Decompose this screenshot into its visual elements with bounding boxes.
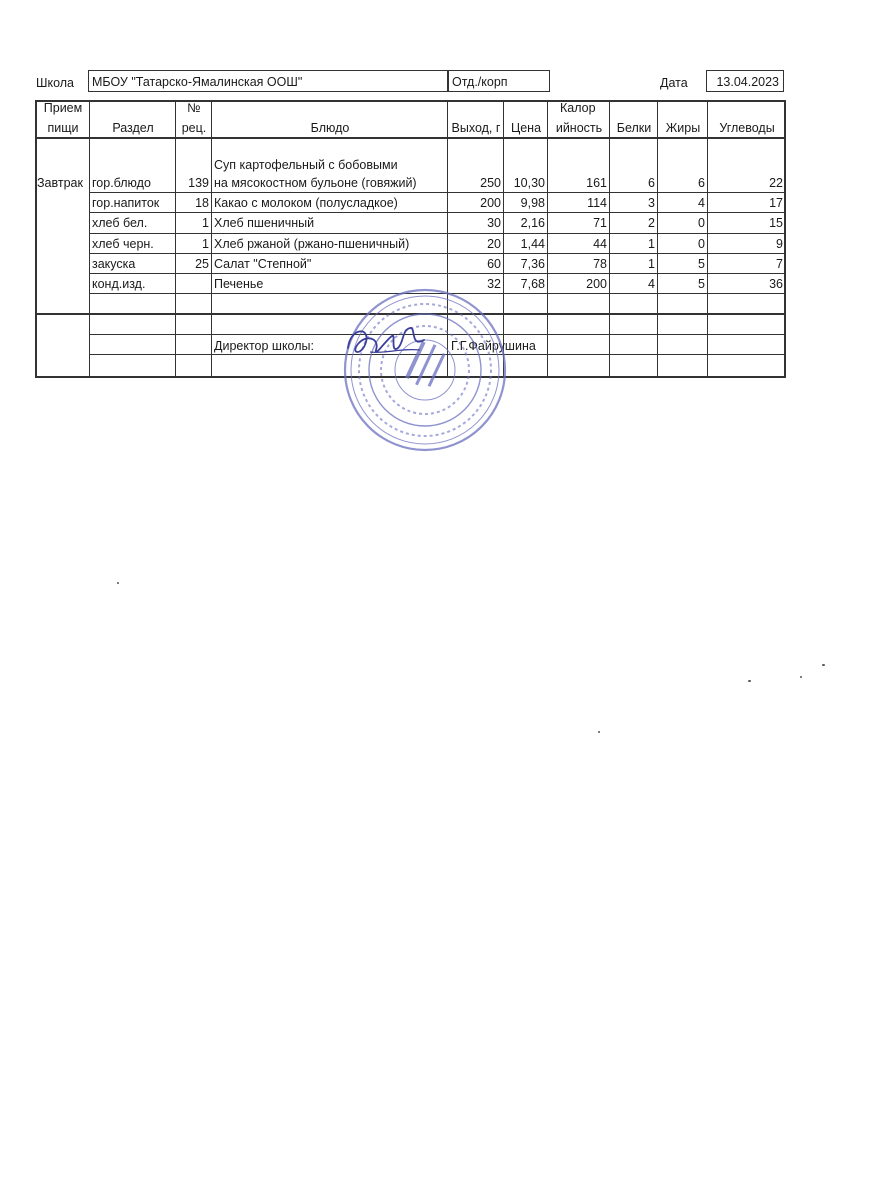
row-recipe: 1 [202,216,209,230]
row-yield: 32 [487,277,501,291]
row-section: хлеб бел. [92,216,148,230]
row-protein: 1 [648,257,655,271]
row-protein: 6 [648,176,655,190]
row-dish: Хлеб ржаной (ржано-пшеничный) [214,237,410,251]
scan-speck [822,664,825,666]
row-dish: Суп картофельный с бобовыми на мясокостном бульоне (говяжий) [214,158,417,190]
row-carbs: 9 [776,237,783,251]
row-carbs: 15 [769,216,783,230]
row-price: 7,68 [520,277,545,291]
row-carbs: 17 [769,196,783,210]
director-signature-icon [340,318,430,368]
row-yield: 30 [487,216,501,230]
row-calories: 71 [593,216,607,230]
row-price: 2,16 [520,216,545,230]
row-recipe: 1 [202,237,209,251]
row-section: гор.напиток [92,196,160,210]
col-header-yield: Выход, г [451,121,501,135]
row-calories: 78 [593,257,607,271]
scan-speck [598,731,600,733]
row-price: 9,98 [520,196,545,210]
row-fat: 0 [698,237,705,251]
row-section: гор.блюдо [92,176,151,190]
date-value: 13.04.2023 [716,75,779,89]
scan-speck [748,680,751,682]
row-fat: 5 [698,257,705,271]
row-dish: Хлеб пшеничный [214,216,315,230]
row-price: 7,36 [520,257,545,271]
school-name: МБОУ "Татарско-Ямалинская ООШ" [92,75,303,89]
dept-label: Отд./корп [452,75,508,89]
row-dish: Салат "Степной" [214,257,312,271]
scan-speck [117,582,119,584]
row-yield: 20 [487,237,501,251]
col-header-protein: Белки [616,121,652,135]
row-carbs: 22 [769,176,783,190]
row-calories: 44 [593,237,607,251]
row-carbs: 7 [776,257,783,271]
row-protein: 3 [648,196,655,210]
col-header-price: Цена [510,121,542,135]
school-label: Школа [36,76,74,90]
row-protein: 2 [648,216,655,230]
row-dish: Какао с молоком (полусладкое) [214,196,398,210]
row-section: конд.изд. [92,277,146,291]
row-recipe: 18 [195,196,209,210]
school-stamp-icon [340,285,510,455]
row-recipe: 139 [188,176,209,190]
col-header-carbs: Углеводы [719,121,775,135]
row-protein: 1 [648,237,655,251]
row-fat: 5 [698,277,705,291]
row-recipe: 25 [195,257,209,271]
row-section: закуска [92,257,136,271]
row-price: 10,30 [513,176,545,190]
col-header-fat: Жиры [665,121,701,135]
col-header-meal: Прием пищи [43,101,83,135]
row-carbs: 36 [769,277,783,291]
row-calories: 200 [586,277,607,291]
row-section: хлеб черн. [92,237,154,251]
director-label: Директор школы: [214,339,314,353]
col-header-recipe: № рец. [181,101,207,135]
row-protein: 4 [648,277,655,291]
director-name: Г.Г.Файрушина [451,339,536,353]
date-label: Дата [660,76,688,90]
col-header-calories: Калор ийность [555,101,603,135]
row-dish: Печенье [214,277,264,291]
col-header-dish: Блюдо [310,121,350,135]
row-fat: 0 [698,216,705,230]
col-header-section: Раздел [112,121,154,135]
scan-speck [800,676,802,678]
row-yield: 200 [480,196,501,210]
row-price: 1,44 [520,237,545,251]
row-yield: 250 [480,176,501,190]
row-calories: 161 [586,176,607,190]
row-fat: 4 [698,196,705,210]
row-calories: 114 [587,196,607,210]
row-fat: 6 [698,176,705,190]
meal-name: Завтрак [37,176,83,190]
row-yield: 60 [487,257,501,271]
